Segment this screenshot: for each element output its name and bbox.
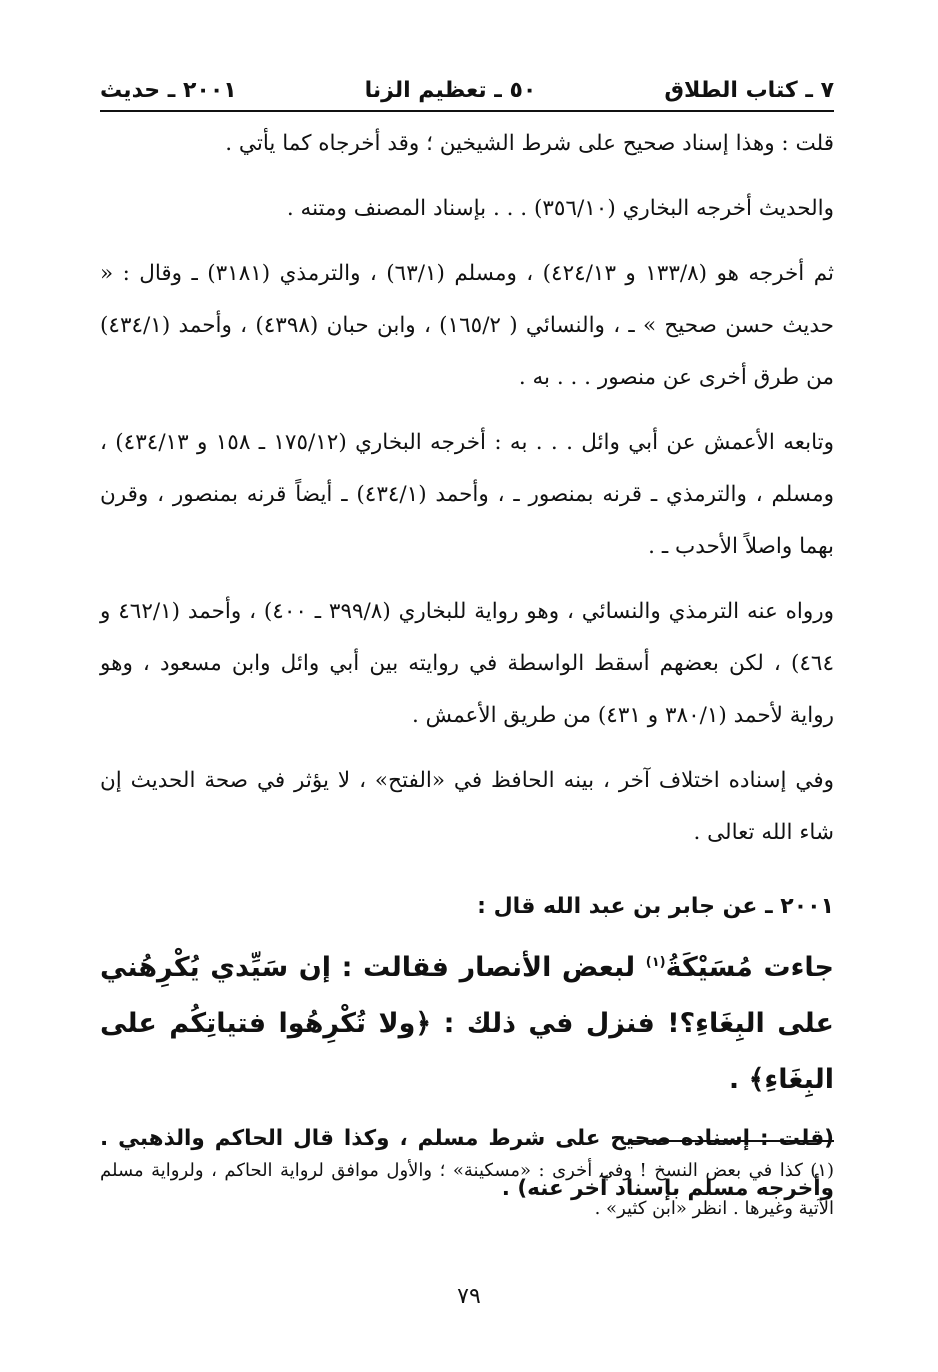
paragraph-bukhari: والحديث أخرجه البخاري (٣٥٦/١٠) . . . بإسناد المصنف ومتنه . <box>286 196 834 221</box>
hadith-heading: ٢٠٠١ ـ عن جابر بن عبد الله قال : <box>477 894 834 919</box>
paragraph-isnad-difference: وفي إسناده اختلاف آخر ، بينه الحافظ في «الفتح» ، لا يؤثر في صحة الحديث إن شاء الله تعالى . <box>100 768 834 845</box>
paragraph-other-sources: ثم أخرجه هو (١٣٣/٨ و ٤٢٤/١٣) ، ومسلم (٦٣/١) ، والترمذي (٣١٨١) ـ وقال : « حديث حسن صحيح » ـ ، والنسائي ( ١٦٥/٢) ، وابن حبان (٤٣٩٨) ، وأحمد (٤٣٤/١) من طرق أخرى عن منصور . . . به . <box>100 261 834 390</box>
footnote-divider <box>628 1140 834 1142</box>
hadith-text-rest: لبعض الأنصار فقالت : إن سَيِّدي يُكْرِهُني على البِغَاءِ؟! فنزل في ذلك : ﴿ولا تُكْرِهُوا فتياتِكُم على البِغَاءِ﴾ . <box>100 952 834 1095</box>
running-header <box>100 66 834 106</box>
hadith-grading-note: (قلت : إسناده صحيح على شرط مسلم ، وكذا قال الحاكم والذهبي . وأخرجه مسلم بإسناد آخر عنه) . <box>100 1126 834 1201</box>
footnote-reference: (١) <box>645 955 666 970</box>
paragraph-tirmidhi-nasai: ورواه عنه الترمذي والنسائي ، وهو رواية للبخاري (٣٩٩/٨ ـ ٤٠٠) ، وأحمد (٤٦٢/١ و ٤٦٤) ، لكن بعضهم أسقط الواسطة في روايته بين أبي وائل وابن مسعود ، وهو رواية لأحمد (٣٨٠/١ و ٤٣١) من طريق الأعمش . <box>100 599 835 728</box>
page-body <box>100 118 834 1214</box>
hadith-text-start: جاءت مُسَيْكَةُ <box>665 952 834 983</box>
paragraph-amash-chain: وتابعه الأعمش عن أبي وائل . . . به : أخرجه البخاري (١٧٥/١٢ ـ ١٥٨ و ٤٣٤/١٣) ، ومسلم ، والترمذي ـ قرنه بمنصور ـ ، وأحمد (٤٣٤/١) ـ أيضاً قرنه بمنصور ، وقرن بهما واصلاً الأحدب ـ . <box>100 430 835 559</box>
header-divider <box>100 110 834 112</box>
page-number: ٧٩ <box>457 1284 481 1309</box>
header-hadith-number: ٢٠٠١ ـ حديث <box>100 78 237 103</box>
paragraph-isnad-ruling: قلت : وهذا إسناد صحيح على شرط الشيخين ؛ وقد أخرجاه كما يأتي . <box>225 131 834 156</box>
footnote: (١) كذا في بعض النسخ ! وفي أخرى : «مسكينة» ؛ والأول موافق لرواية الحاكم ، ولرواية مسلم الآتية وغيرها . انظر «ابن كثير» . <box>100 1160 834 1219</box>
header-book-title: ٧ ـ كتاب الطلاق <box>664 78 834 103</box>
hadith-text <box>100 935 834 1108</box>
header-chapter-title: ٥٠ ـ تعظيم الزنا <box>364 78 537 103</box>
